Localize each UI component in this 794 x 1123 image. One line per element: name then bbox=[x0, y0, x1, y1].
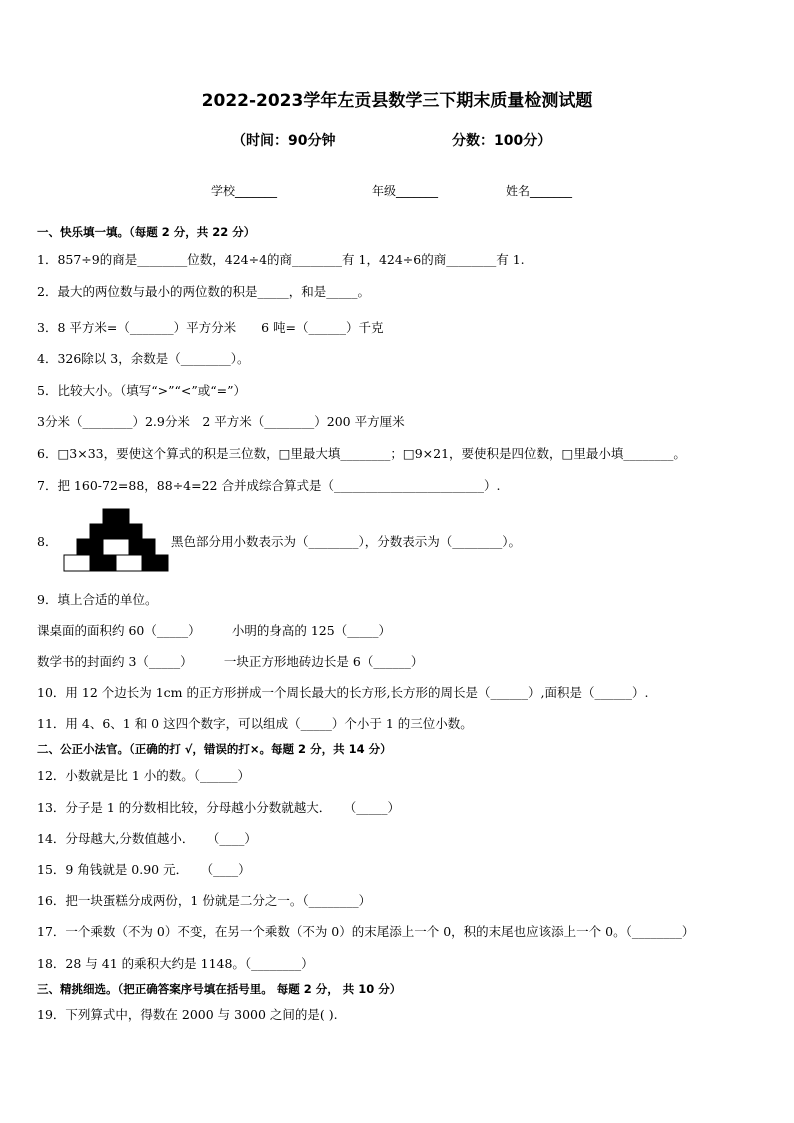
exam-time: （时间：90分钟 bbox=[232, 133, 336, 149]
question-5: 5．比较大小。（填写“>”“<”或“=”） bbox=[37, 383, 246, 398]
grade-field: 年级_______ bbox=[372, 184, 439, 198]
section-1-heading: 一、快乐填一填。（每题 2 分，共 22 分） bbox=[37, 225, 256, 239]
question-4: 4．326除以 3，余数是（________）。 bbox=[37, 351, 250, 366]
name-field: 姓名_______ bbox=[506, 184, 573, 198]
block-figure bbox=[60, 508, 172, 572]
question-5-items: 3分米（________）2.9分米 2 平方米（________）200 平方厘米 bbox=[37, 414, 405, 429]
question-7: 7．把 160-72=88，88÷4=22 合并成综合算式是（________________________）. bbox=[37, 478, 501, 493]
question-1: 1．857÷9的商是________位数，424÷4的商________有 1，424÷6的商________有 1. bbox=[37, 252, 525, 267]
question-9-row-1: 课桌面的面积约 60（_____） 小明的身高的 125（_____） bbox=[37, 623, 391, 638]
question-8-number: 8． bbox=[37, 534, 58, 549]
question-19: 19．下列算式中，得数在 2000 与 3000 之间的是( ). bbox=[37, 1007, 338, 1022]
exam-score: 分数：100分） bbox=[452, 133, 552, 149]
question-12: 12．小数就是比 1 小的数。（______） bbox=[37, 768, 251, 783]
question-11: 11．用 4、6、1 和 0 这四个数字，可以组成（_____）个小于 1 的三位小数。 bbox=[37, 716, 473, 731]
section-3-heading: 三、精挑细选。（把正确答案序号填在括号里。 每题 2 分， 共 10 分） bbox=[37, 982, 402, 996]
question-6: 6．□3×33，要使这个算式的积是三位数，□里最大填________；□9×21，要使积是四位数，□里最小填________。 bbox=[37, 446, 686, 461]
question-14: 14．分母越大,分数值越小． （____） bbox=[37, 831, 257, 846]
question-2: 2．最大的两位数与最小的两位数的积是_____，和是_____。 bbox=[37, 284, 370, 299]
question-3: 3．8 平方米=（_______）平方分米 6 吨=（______）千克 bbox=[37, 320, 384, 335]
section-2-heading: 二、公正小法官。（正确的打 √，错误的打×。每题 2 分，共 14 分） bbox=[37, 742, 392, 756]
question-13: 13．分子是 1 的分数相比较，分母越小分数就越大． （_____） bbox=[37, 800, 401, 815]
question-15: 15．9 角钱就是 0.90 元． （____） bbox=[37, 862, 251, 877]
question-18: 18．28 与 41 的乘积大约是 1148。（________） bbox=[37, 956, 314, 971]
question-10: 10．用 12 个边长为 1cm 的正方形拼成一个周长最大的长方形,长方形的周长是（______）,面积是（______）. bbox=[37, 685, 649, 700]
school-field: 学校_______ bbox=[211, 184, 278, 198]
question-16: 16．把一块蛋糕分成两份，1 份就是二分之一。（________） bbox=[37, 893, 372, 908]
page-title: 2022-2023学年左贡县数学三下期末质量检测试题 bbox=[201, 91, 593, 111]
question-8-text: 黑色部分用小数表示为（________），分数表示为（________）。 bbox=[171, 534, 522, 549]
question-17: 17．一个乘数（不为 0）不变，在另一个乘数（不为 0）的末尾添上一个 0，积的末尾也应该添上一个 0。（________） bbox=[37, 924, 695, 939]
question-9-row-2: 数学书的封面约 3（_____） 一块正方形地砖边长是 6（______） bbox=[37, 654, 424, 669]
question-9: 9．填上合适的单位。 bbox=[37, 592, 158, 607]
